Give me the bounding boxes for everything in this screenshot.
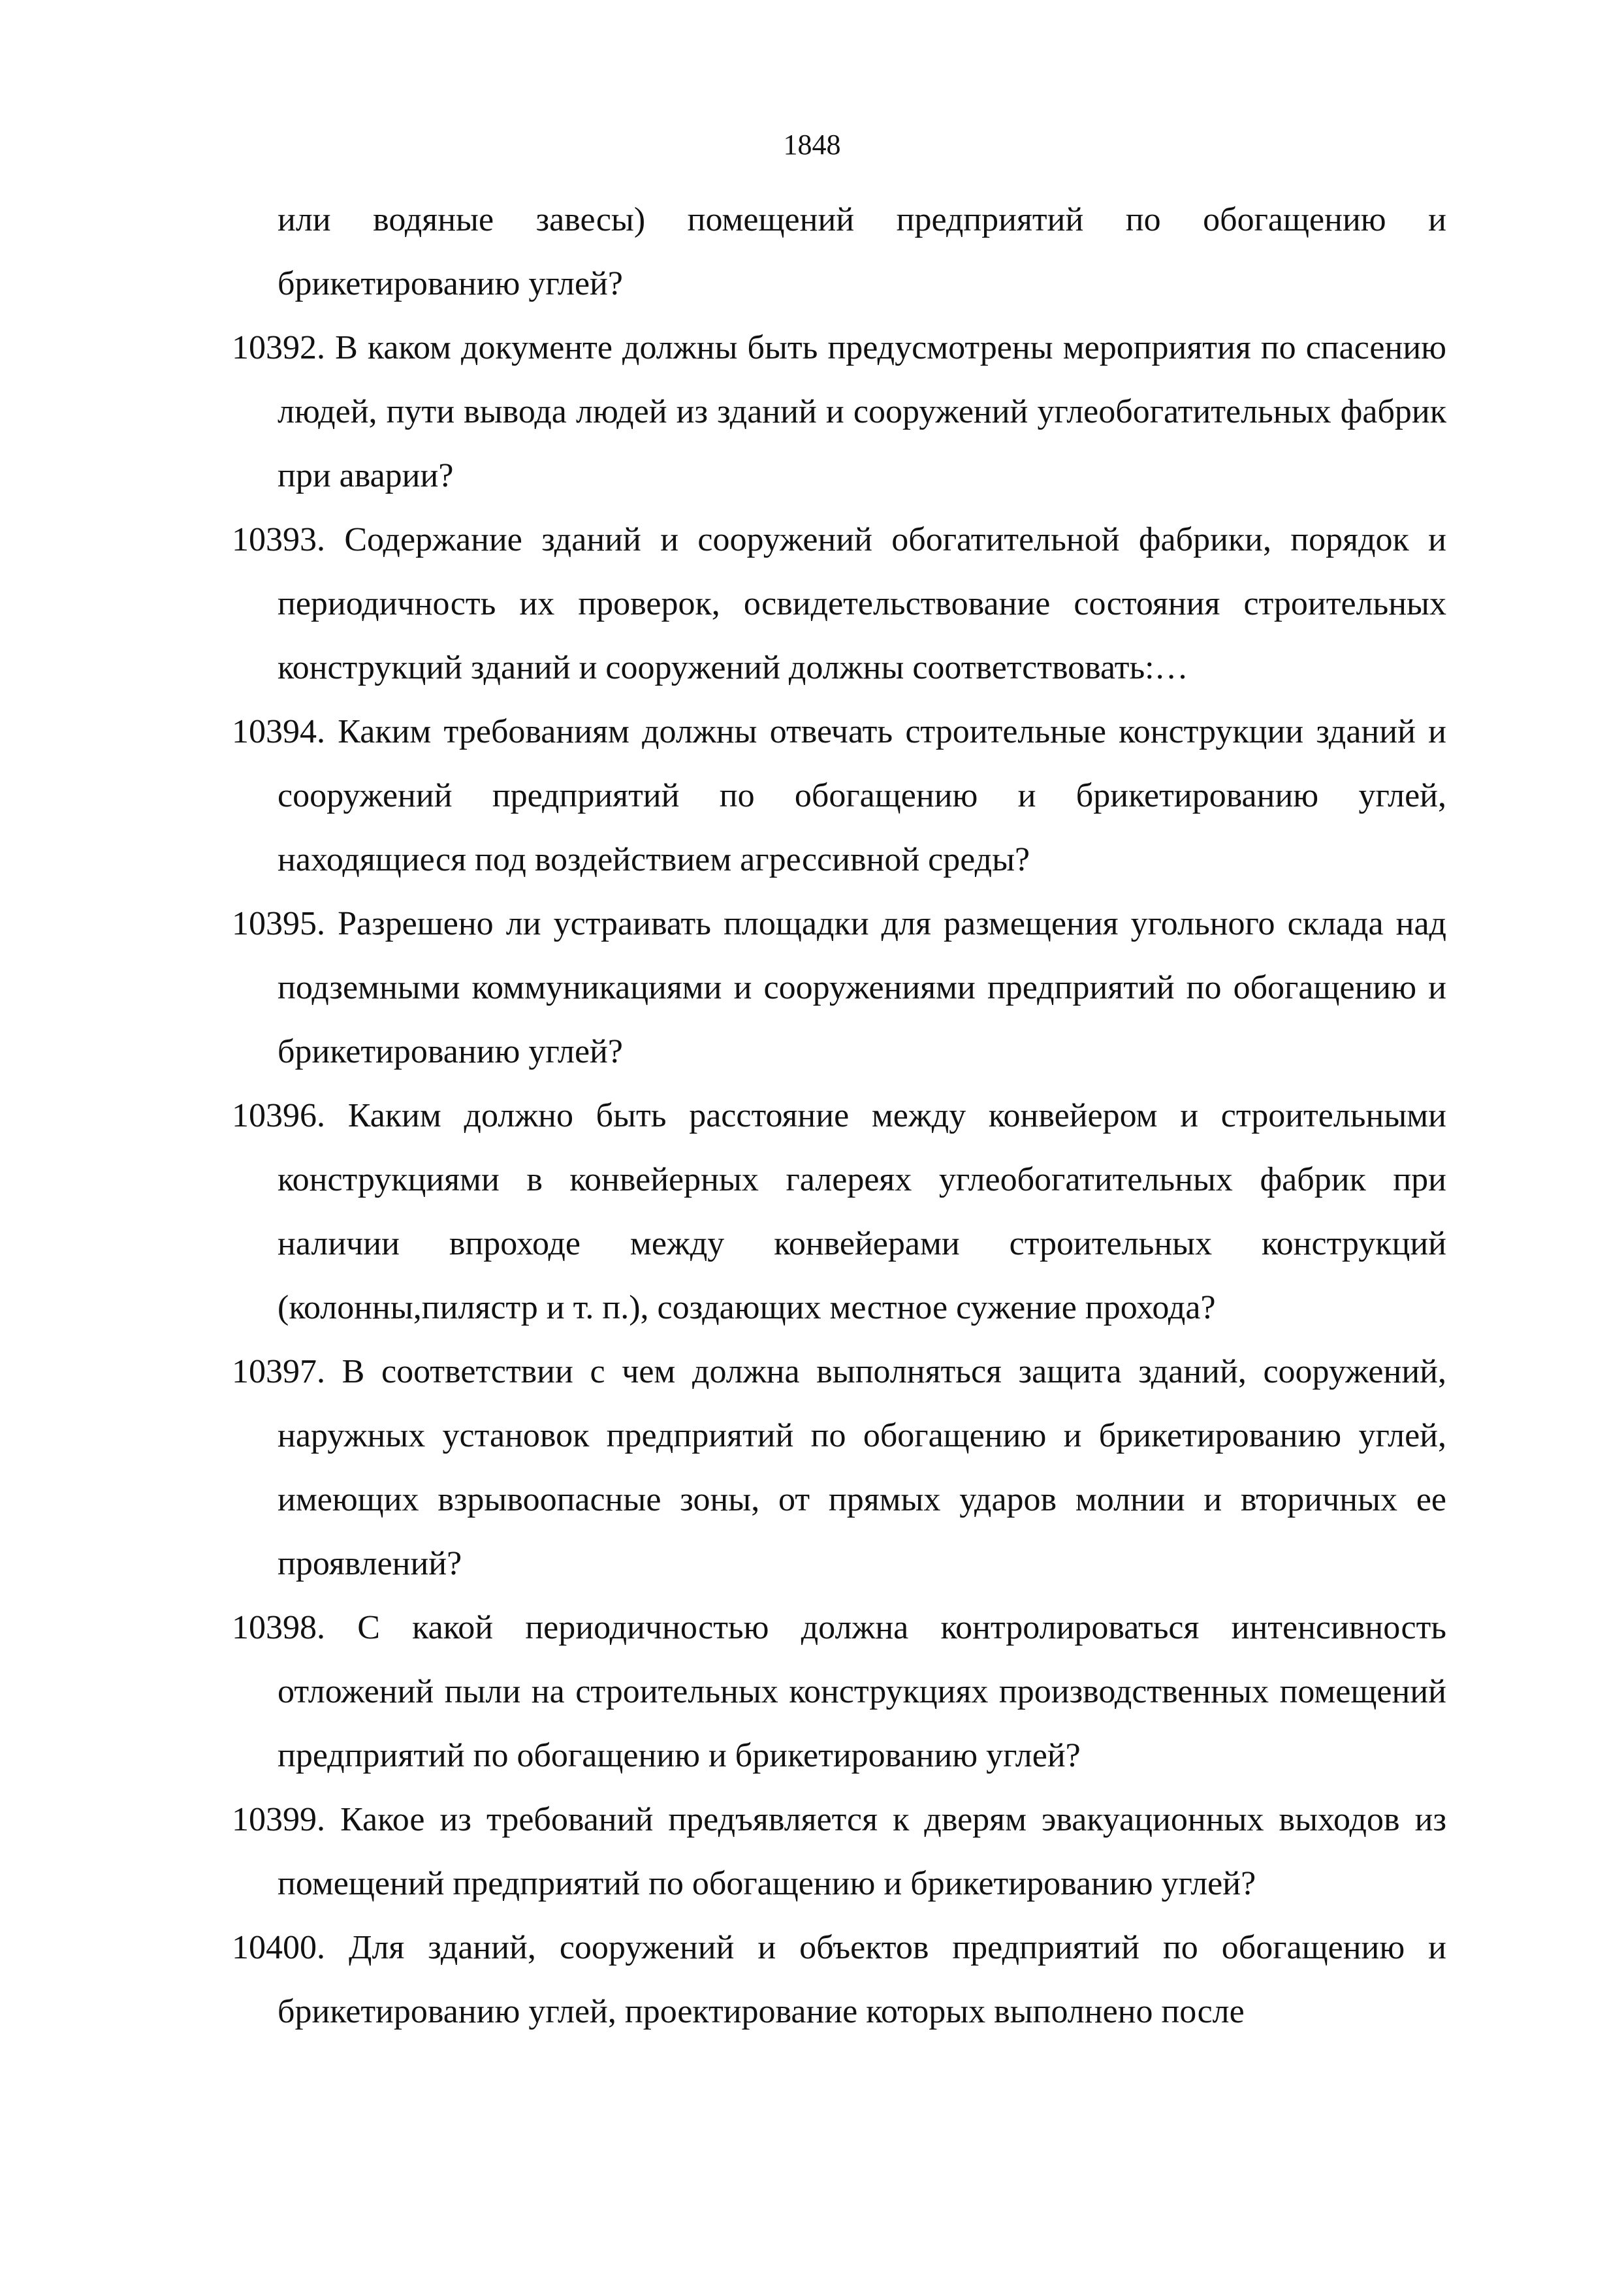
question-text: С какой периодичностью должна контролироваться интенсивность отложений пыли на строительных конструкциях производственных помещений предприятий по обогащению и брикетированию углей? — [278, 1609, 1447, 1774]
question-item — [232, 700, 1446, 892]
question-number: 10397. — [232, 1353, 325, 1390]
question-number: 10394. — [232, 713, 325, 750]
question-number: 10392. — [232, 329, 325, 366]
question-item — [232, 508, 1446, 700]
question-item — [232, 1084, 1446, 1340]
question-item — [232, 316, 1446, 508]
question-number: 10398. — [232, 1609, 325, 1646]
question-number: 10400. — [232, 1929, 325, 1966]
question-number: 10395. — [232, 905, 325, 942]
question-text: Какое из требований предъявляется к дверям эвакуационных выходов из помещений предприятий по обогащению и брикетированию углей? — [278, 1801, 1446, 1902]
question-text: Каким должно быть расстояние между конвейером и строительными конструкциями в конвейерных галереях углеобогатительных фабрик при наличии впроходе между конвейерами строительных конструкций (колонны,пилястр и т. п.), создающих местное сужение прохода? — [278, 1097, 1446, 1326]
question-item — [232, 892, 1446, 1084]
question-number: 10399. — [232, 1801, 325, 1838]
question-item — [232, 1340, 1446, 1596]
question-number: 10393. — [232, 521, 325, 558]
question-item — [232, 1916, 1446, 2044]
page-number: 1848 — [783, 129, 841, 161]
question-text: Для зданий, сооружений и объектов предприятий по обогащению и брикетированию углей, проектирование которых выполнено после — [278, 1929, 1446, 2030]
question-continuation: или водяные завесы) помещений предприятий по обогащению и брикетированию углей? — [278, 201, 1446, 302]
question-text: Каким требованиям должны отвечать строительные конструкции зданий и сооружений предприятий по обогащению и брикетированию углей, находящиеся под воздействием агрессивной среды? — [278, 713, 1447, 878]
question-list — [232, 188, 1446, 2044]
question-item — [232, 1788, 1446, 1916]
question-text: В соответствии с чем должна выполняться защита зданий, сооружений, наружных установок предприятий по обогащению и брикетированию углей, имеющих взрывоопасные зоны, от прямых ударов молнии и вторичных ее проявлений? — [278, 1353, 1446, 1582]
question-item — [232, 1596, 1446, 1788]
question-text: В каком документе должны быть предусмотрены мероприятия по спасению людей, пути вывода людей из зданий и сооружений углеобогатительных фабрик при аварии? — [278, 329, 1447, 494]
question-text: Разрешено ли устраивать площадки для размещения угольного склада над подземными коммуникациями и сооружениями предприятий по обогащению и брикетированию углей? — [278, 905, 1446, 1070]
question-number: 10396. — [232, 1097, 325, 1134]
question-text: Содержание зданий и сооружений обогатительной фабрики, порядок и периодичность их проверок, освидетельствование состояния строительных конструкций зданий и сооружений должны соответствовать:… — [278, 521, 1447, 686]
